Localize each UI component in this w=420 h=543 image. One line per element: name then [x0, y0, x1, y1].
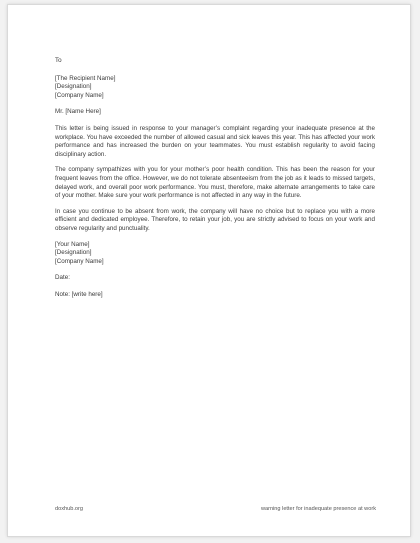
- sender-designation: [Designation]: [55, 249, 92, 257]
- footer-site: doxhub.org: [55, 506, 83, 512]
- letter-body: [55, 57, 375, 299]
- page-footer: [55, 506, 376, 512]
- date-label: Date:: [55, 274, 70, 282]
- recipient-block: [55, 75, 375, 101]
- note: Note: [write here]: [55, 290, 103, 298]
- sender-name: [Your Name]: [55, 240, 90, 248]
- document-page: [7, 4, 411, 537]
- recipient-company: [Company Name]: [55, 91, 104, 99]
- salutation: Mr. [Name Here]: [55, 108, 101, 116]
- recipient-designation: [Designation]: [55, 83, 92, 91]
- paragraph-3: In case you continue to be absent from work, the company will have no choice but to replace you with a more efficient and dedicated employee. Therefore, to retain your job, you are strictly advised to focus on your work and observe regularity and punctuality.: [55, 207, 375, 232]
- footer-title: warning letter for inadequate presence at work: [260, 506, 376, 512]
- paragraph-1: This letter is being issued in response to your manager’s complaint regarding your inadequate presence at the workplace. You have exceeded the number of allowed casual and sick leaves this year. This has affected your work performance and has increased the burden on your teammates. You must establish regularity to avoid facing disciplinary action.: [55, 124, 375, 158]
- sender-company: [Company Name]: [55, 257, 104, 265]
- to-label: To: [55, 57, 62, 64]
- paragraph-2: The company sympathizes with you for your mother’s poor health condition. This has been the reason for your frequent leaves from the office. However, we do not tolerate absenteeism from the job as it leads to missed targets, delayed work, and overall poor work performance. You must, therefore, make alternate arrangements to take care of your mother. Make sure your work performance is not affected in any way in the future.: [55, 166, 375, 200]
- sender-block: [55, 241, 375, 267]
- recipient-name: [The Recipient Name]: [55, 74, 116, 82]
